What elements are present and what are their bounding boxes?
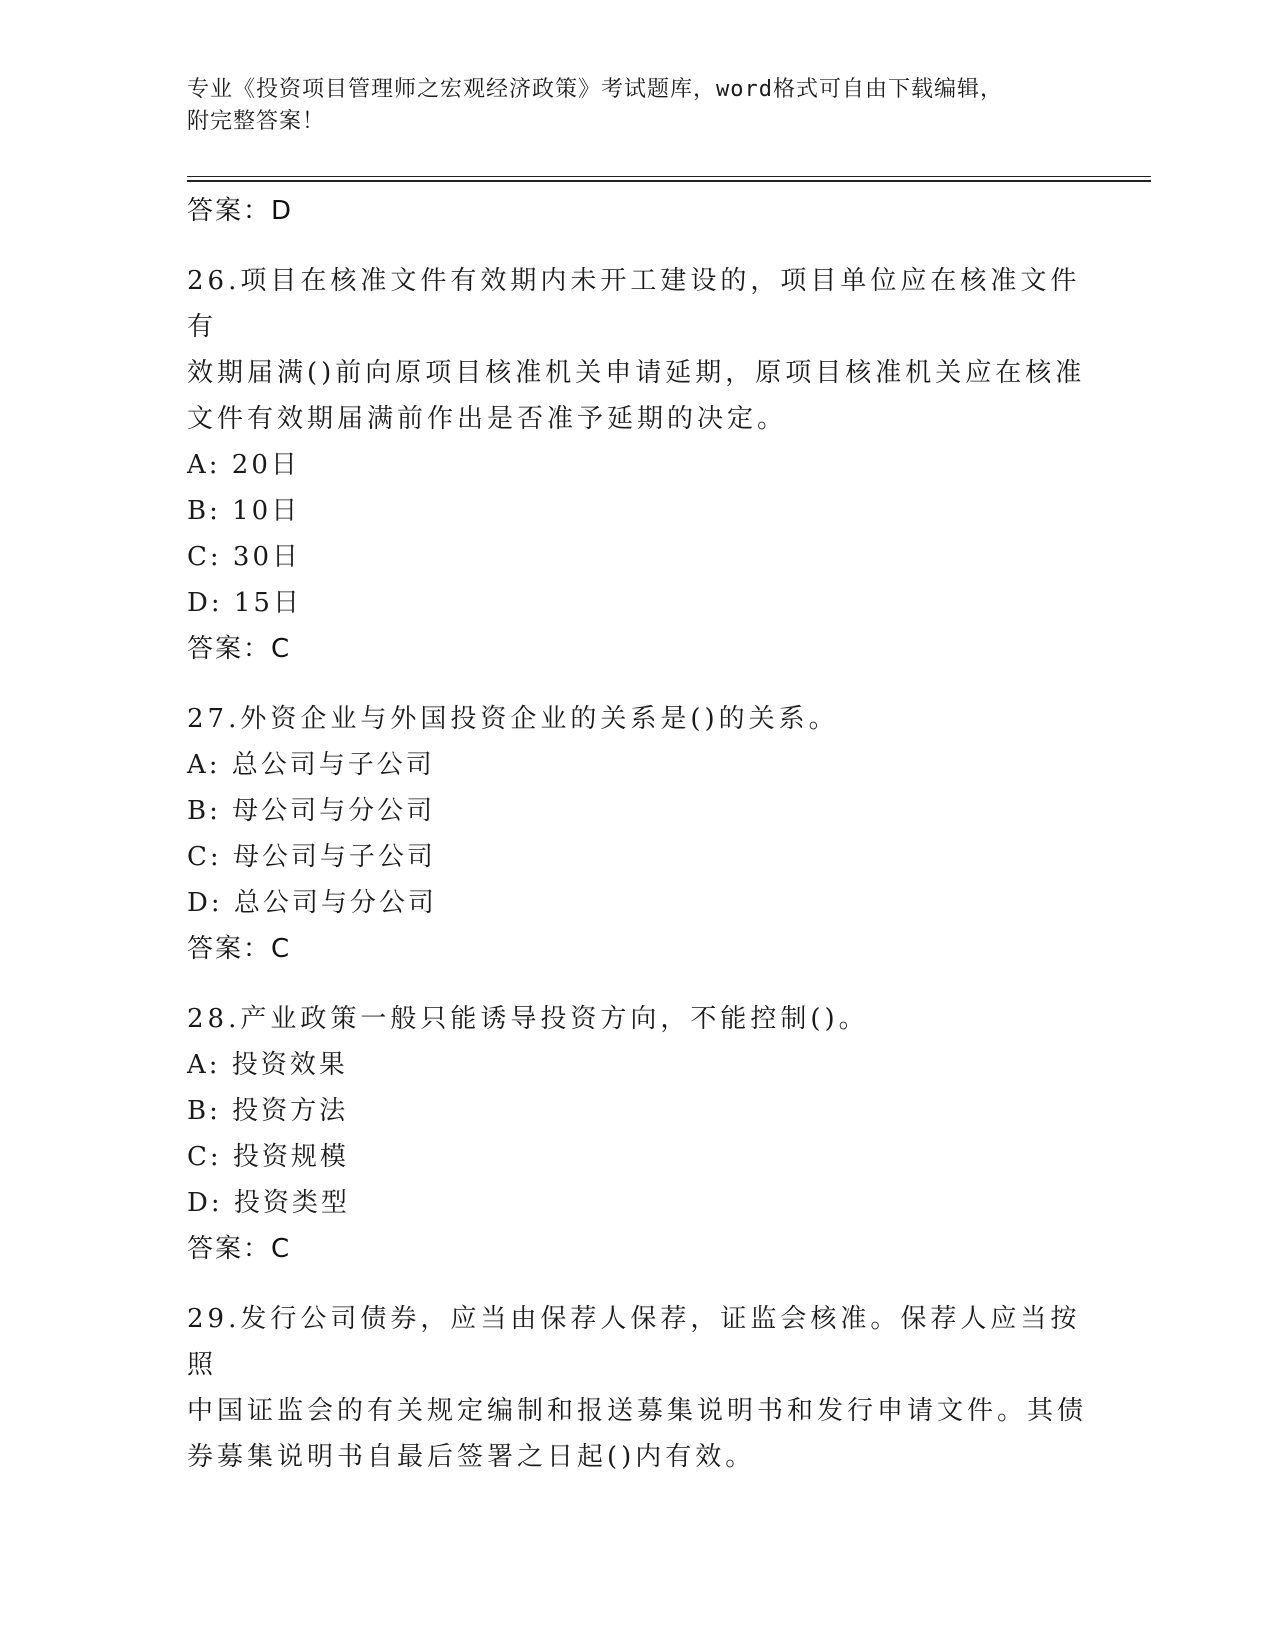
question-29	[187, 1296, 1087, 1480]
question-stem	[187, 696, 1087, 742]
answer-line: 答案：C	[187, 1234, 292, 1264]
option-d: D: 15日	[187, 588, 302, 618]
option-b: B: 投资方法	[187, 1096, 349, 1126]
question-26	[187, 258, 1087, 672]
stem-line: 文件有效期届满前作出是否准予延期的决定。	[187, 404, 788, 434]
header-divider-thick	[187, 180, 1151, 182]
header-divider-thin	[187, 176, 1151, 177]
stem-line: 中国证监会的有关规定编制和报送募集说明书和发行申请文件。其债	[187, 1396, 1088, 1426]
question-27	[187, 696, 1087, 972]
option-a: A: 20日	[187, 450, 300, 480]
stem-line: 效期届满()前向原项目核准机关申请延期，原项目核准机关应在核准	[187, 358, 1086, 388]
answer-line: 答案：C	[187, 634, 292, 664]
stem-line: 29.发行公司债券，应当由保荐人保荐，证监会核准。保荐人应当按照	[187, 1304, 1081, 1380]
stem-line: 27.外资企业与外国投资企业的关系是()的关系。	[187, 704, 839, 734]
option-c: C: 投资规模	[187, 1142, 349, 1172]
option-c: C: 30日	[187, 542, 302, 572]
document-header	[187, 74, 1067, 138]
header-line: 附完整答案！	[187, 109, 326, 134]
stem-line: 26.项目在核准文件有效期内未开工建设的，项目单位应在核准文件有	[187, 266, 1081, 342]
option-c: C: 母公司与子公司	[187, 842, 436, 872]
question-stem	[187, 258, 1087, 442]
option-a: A: 总公司与子公司	[187, 750, 435, 780]
stem-line: 28.产业政策一般只能诱导投资方向，不能控制()。	[187, 1004, 869, 1034]
option-d: D: 总公司与分公司	[187, 888, 437, 918]
question-stem	[187, 1296, 1087, 1480]
option-b: B: 10日	[187, 496, 301, 526]
answer-line: 答案：D	[187, 196, 294, 226]
document-body	[187, 188, 1087, 1504]
option-d: D: 投资类型	[187, 1188, 350, 1218]
option-a: A: 投资效果	[187, 1050, 348, 1080]
answer-line: 答案：C	[187, 934, 292, 964]
question-stem	[187, 996, 1087, 1042]
question-28	[187, 996, 1087, 1272]
stem-line: 券募集说明书自最后签署之日起()内有效。	[187, 1442, 756, 1472]
option-b: B: 母公司与分公司	[187, 796, 436, 826]
header-line: 专业《投资项目管理师之宏观经济政策》考试题库，word格式可自由下载编辑，	[187, 77, 1003, 102]
